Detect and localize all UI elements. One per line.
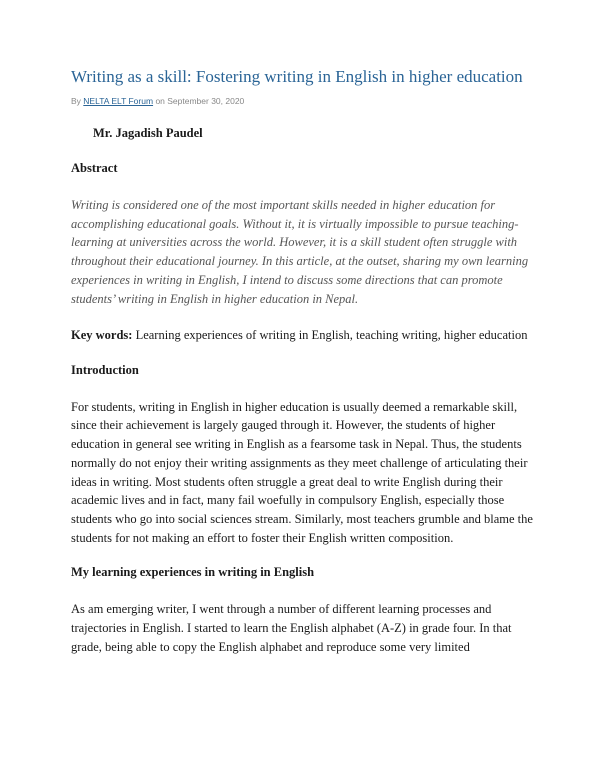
byline-prefix: By [71, 96, 81, 106]
byline [71, 96, 541, 106]
byline-date: on September 30, 2020 [155, 96, 245, 106]
learning-heading: My learning experiences in writing in English [71, 565, 315, 580]
learning-text: As am emerging writer, I went through a number of different learning processes and trajectories in English. I started to learn the English alphabet (A-Z) in grade four. In that grade, being able to copy the English alphabet and reproduce some very limited [71, 602, 512, 654]
abstract-text: Writing is considered one of the most important skills needed in higher education for accomplishing educational goals. Without it, it is virtually impossible to pursue teaching-learning at universities across the world. However, it is a skill student often struggle with throughout their educational journey. In this article, at the outset, sharing my own learning experiences in writing in English, I intend to discuss some directions that can promote students’ writing in English in higher education in Nepal. [71, 198, 529, 306]
keywords [71, 326, 541, 345]
author-link[interactable]: NELTA ELT Forum [83, 96, 154, 106]
introduction-heading: Introduction [71, 362, 139, 377]
author-name: Mr. Jagadish Paudel [93, 126, 203, 140]
keywords-text: Learning experiences of writing in English, teaching writing, higher education [135, 328, 528, 343]
article [71, 66, 541, 674]
keywords-label: Key words: [71, 328, 133, 343]
abstract-heading: Abstract [71, 161, 118, 175]
article-title: Writing as a skill: Fostering writing in English in higher education [71, 67, 523, 86]
introduction-text: For students, writing in English in higher education is usually deemed a remarkable skill, since their achievement is largely gauged through it. However, the students of higher education in general see writing in English as a fearsome task in Nepal. Thus, the students normally do not enjoy their writing assignments as they meet challenge of articulating their ideas in writing. Most students often struggle a great deal to write English during their academic lives and in fact, many fail woefully in compulsory English, especially those students who go into social sciences stream. Similarly, most teachers grumble and blame the students for not making an effort to foster their English written composition. [71, 399, 533, 545]
